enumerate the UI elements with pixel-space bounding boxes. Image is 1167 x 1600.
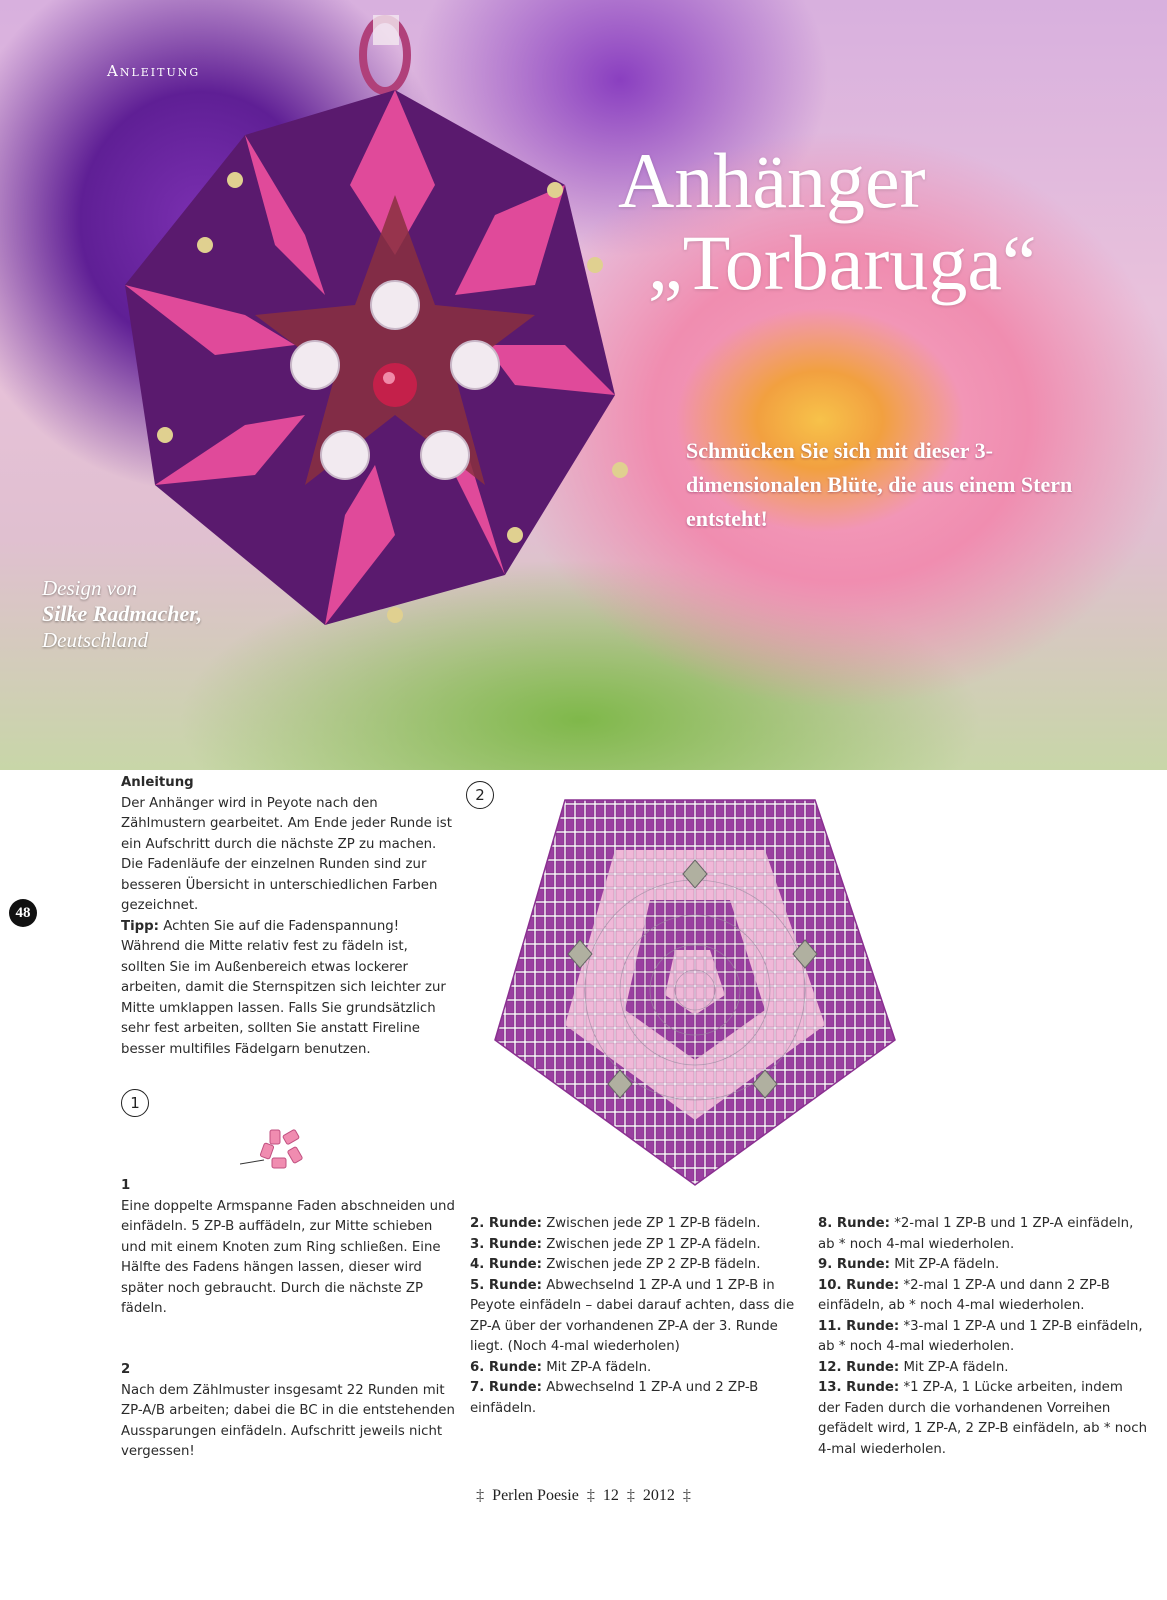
rounds-column-b <box>818 1214 1148 1460</box>
separator-glyph: ‡ <box>586 1487 595 1504</box>
round-item: 9. Runde: Mit ZP-A fädeln. <box>818 1257 1000 1272</box>
separator-glyph: ‡ <box>476 1487 485 1504</box>
round-item: 7. Runde: Abwechselnd 1 ZP-A und 2 ZP-B einfädeln. <box>470 1380 759 1416</box>
hero-photo <box>0 0 1167 770</box>
page-footer <box>0 1487 1167 1505</box>
step-2-number: 2 <box>121 1362 131 1377</box>
step-2 <box>121 1360 456 1463</box>
subtitle: Schmücken Sie sich mit dieser 3-dimensionalen Blüte, die aus einem Stern entsteht! <box>686 438 1073 531</box>
separator-glyph: ‡ <box>626 1487 635 1504</box>
tip-label: Tipp: <box>121 918 159 934</box>
issue-year: 2012 <box>642 1487 675 1504</box>
round-item: 5. Runde: Abwechselnd 1 ZP-A und 1 ZP-B in Peyote einfädeln – dabei darauf achten, dass die ZP-A über der vorhandenen ZP-A der 3. Runde liegt. (Noch 4-mal wiederholen) <box>470 1277 795 1354</box>
round-item: 6. Runde: Mit ZP-A fädeln. <box>470 1359 652 1375</box>
round-item: 11. Runde: *3-mal 1 ZP-A und 1 ZP-B einfädeln, ab * noch 4-mal wiederholen. <box>818 1318 1143 1354</box>
section-tag: Anleitung <box>107 62 201 80</box>
figure-2-label: 2 <box>466 781 494 809</box>
step-1 <box>121 1176 456 1320</box>
round-item: 4. Runde: Zwischen jede ZP 2 ZP-B fädeln. <box>470 1257 761 1272</box>
designer-country: Deutschland <box>42 628 149 652</box>
tip-text: Achten Sie auf die Fadenspannung! Während die Mitte relativ fest zu fädeln ist, sollten Sie im Außenbereich etwas lockerer arbeiten, damit die Sternspitzen sich leichter zur Mitte umklappen lassen. Falls Sie grundsätzlich sehr fest arbeiten, sollten Sie anstatt Fireline besser multifiles Fädelgarn benutzen. <box>121 918 446 1057</box>
designer-name: Silke Radmacher, <box>42 601 203 626</box>
round-item: 3. Runde: Zwischen jede ZP 1 ZP-A fädeln. <box>470 1236 761 1252</box>
round-item: 10. Runde: *2-mal 1 ZP-A und dann 2 ZP-B einfädeln, ab * noch 4-mal wiederholen. <box>818 1277 1110 1313</box>
step-2-text: Nach dem Zählmuster insgesamt 22 Runden mit ZP-A/B arbeiten; dabei die BC in die entstehenden Aussparungen einfädeln. Aufschritt jeweils nicht vergessen! <box>121 1382 455 1459</box>
round-item: 8. Runde: *2-mal 1 ZP-B und 1 ZP-A einfädeln, ab * noch 4-mal wiederholen. <box>818 1216 1134 1252</box>
intro-heading: Anleitung <box>121 775 194 790</box>
step-1-number: 1 <box>121 1178 131 1193</box>
intro-text: Der Anhänger wird in Peyote nach den Zählmustern gearbeitet. Am Ende jeder Runde ist ein Aufschritt durch die nächste ZP zu machen. Die Fadenläufe der einzelnen Runden sind zur besseren Übersicht in unterschiedlichen Farben gezeichnet. <box>121 795 452 913</box>
title-line-1: Anhänger <box>618 137 926 224</box>
designer-credit <box>42 575 202 653</box>
design-by-label: Design von <box>42 576 138 600</box>
peyote-pattern-diagram <box>485 790 905 1190</box>
page-number: 48 <box>9 899 37 927</box>
step-1-text: Eine doppelte Armspanne Faden abschneiden und einfädeln. 5 ZP-B auffädeln, zur Mitte schieben und mit einem Knoten zum Ring schließen. Eine Hälfte des Fadens hängen lassen, dieser wird später noch gebraucht. Durch die nächste ZP fädeln. <box>121 1198 455 1316</box>
bead-ring-figure <box>240 1120 320 1180</box>
rounds-column-a <box>470 1214 800 1419</box>
round-item: 12. Runde: Mit ZP-A fädeln. <box>818 1359 1009 1375</box>
intro-section <box>121 773 456 1060</box>
round-item: 2. Runde: Zwischen jede ZP 1 ZP-B fädeln. <box>470 1216 761 1231</box>
round-item: 13. Runde: *1 ZP-A, 1 Lücke arbeiten, indem der Faden durch die vorhandenen Vorreihen gefädelt wird, 1 ZP-A, 2 ZP-B einfädeln, ab * noch 4-mal wiederholen. <box>818 1380 1147 1457</box>
magazine-name: Perlen Poesie <box>492 1487 579 1504</box>
issue-number: 12 <box>602 1487 619 1504</box>
separator-glyph: ‡ <box>682 1487 691 1504</box>
page-title <box>618 137 1138 306</box>
figure-1-label: 1 <box>121 1089 149 1117</box>
title-line-2: „Torbaruga“ <box>648 219 1037 306</box>
